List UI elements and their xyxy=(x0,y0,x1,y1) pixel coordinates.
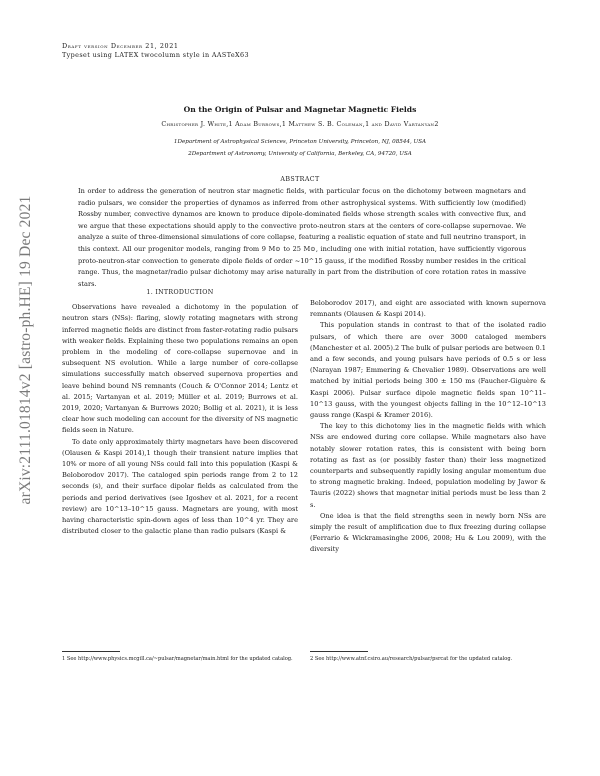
footnote-2: 2 See http://www.atnf.csiro.au/research/pulsar/psrcat for the updated catalog. xyxy=(310,656,513,662)
left-column xyxy=(62,287,298,537)
paper-title: On the Origin of Pulsar and Magnetar Magnetic Fields xyxy=(183,105,417,114)
right-column xyxy=(310,298,546,556)
intro-paragraph-1: Observations have revealed a dichotomy in the population of neutron stars (NSs): flaring, slowly rotating magnetars with strong inferred magnetic fields are distinct from faster-rotating radio pulsars with weaker fields. Explaining these two populations remains an open problem in the modeling of core-collapse supernovae and in subsequent NS evolution. While a large number of core-collapse simulations successfully match observed supernova properties and leave behind bound NS remnants (Couch & O'Connor 2014; Lentz et al. 2015; Vartanyan et al. 2019; Müller et al. 2019; Burrows et al. 2019, 2020; Vartanyan & Burrows 2020; Bollig et al. 2021), it is less clear how such modeling can account for the diversity of NS magnetic fields seen in Nature. xyxy=(62,303,298,435)
intro-paragraph-4: This population stands in contrast to that of the isolated radio pulsars, of which there are over 3000 cataloged members (Manchester et al. 2005).2 The bulk of pulsar periods are between 0.1 and a few seconds, and young pulsars have periods of 0.5 s or less (Narayan 1987; Emmering & Chevalier 1989). Observations are well matched by initial periods being 300 ± 150 ms (Faucher-Giguère & Kaspi 2006). Pulsar surface dipole magnetic fields span 10^11–10^13 gauss, with the youngest objects falling in the 10^12–10^13 gauss range (Kaspi & Kramer 2016). xyxy=(310,321,546,420)
author-list: Christopher J. White,1 Adam Burrows,1 Matthew S. B. Coleman,1 and David Vartanyan2 xyxy=(161,121,439,128)
affiliation-1: 1Department of Astrophysical Sciences, Princeton University, Princeton, NJ, 08544, USA xyxy=(173,139,427,145)
typeset-label: Typeset using LATEX twocolumn style in AASTeX63 xyxy=(62,51,249,59)
arxiv-sidebar xyxy=(14,90,38,610)
footnote-1: 1 See http://www.physics.mcgill.ca/~pulsar/magnetar/main.html for the updated catalog. xyxy=(62,656,293,662)
intro-paragraph-6: One idea is that the field strengths seen in newly born NSs are simply the result of amplification due to flux freezing during collapse (Ferrario & Wickramasinghe 2006, 2008; Hu & Lou 2009), with the diversity xyxy=(310,511,546,554)
abstract-heading: ABSTRACT xyxy=(280,176,320,183)
footnote-rule-left xyxy=(62,651,120,652)
intro-paragraph-3: Beloborodov 2017), and eight are associated with known supernova remnants (Olausen & Kaspi 2014). xyxy=(310,299,546,319)
intro-paragraph-2: To date only approximately thirty magnetars have been discovered (Olausen & Kaspi 2014),1 though their transient nature implies that 10% or more of all young NSs could fall into this population (Kaspi & Beloborodov 2017). The cataloged spin periods range from 2 to 12 seconds (s), and their surface dipolar fields as calculated from the periods and period derivatives (see Igoshev et al. 2021, for a recent review) are 10^13–10^15 gauss. Magnetars are young, with most having characteristic spin-down ages of less than 10^4 yr. They are distributed closer to the galactic plane than radio pulsars (Kaspi & xyxy=(62,437,298,536)
arxiv-identifier: arXiv:2111.01814v2 [astro-ph.HE] 19 Dec 2021 xyxy=(17,195,34,505)
draft-version-label: Draft version December 21, 2021 xyxy=(62,42,179,50)
intro-paragraph-5: The key to this dichotomy lies in the magnetic fields with which NSs are endowed during core collapse. While magnetars also have notably slower rotation rates, this is consistent with being born rotating as fast as (or possibly faster than) their less magnetized counterparts and subsequently rapidly losing angular momentum due to strong magnetic braking. Indeed, population modeling by Jawor & Tauris (2022) shows that magnetar initial periods must be less than 2 s. xyxy=(310,422,546,509)
draft-header xyxy=(62,42,249,60)
abstract-text: In order to address the generation of neutron star magnetic fields, with particular focus on the dichotomy between magnetars and radio pulsars, we consider the properties of dynamos as inferred from other astrophysical systems. With sufficiently low (modified) Rossby number, convective dynamos are known to produce dipole-dominated fields whose strength scales with convective flux, and we argue that these expectations should apply to the convective proto-neutron stars at the centers of core-collapse supernovae. We analyze a suite of three-dimensional simulations of core collapse, featuring a realistic equation of state and full neutrino transport, in this context. All our progenitor models, ranging from 9 M⊙ to 25 M⊙, including one with initial rotation, have sufficiently vigorous proto-neutron-star convection to generate dipole fields of order ~10^15 gauss, if the modified Rossby number resides in the critical range. Thus, the magnetar/radio pulsar dichotomy may arise naturally in part from the distribution of core rotation rates in massive stars. xyxy=(78,187,526,288)
footnote-rule-right xyxy=(310,651,368,652)
affiliation-2: 2Department of Astronomy, University of California, Berkeley, CA, 94720, USA xyxy=(188,151,412,157)
section-heading: 1. INTRODUCTION xyxy=(146,289,214,296)
